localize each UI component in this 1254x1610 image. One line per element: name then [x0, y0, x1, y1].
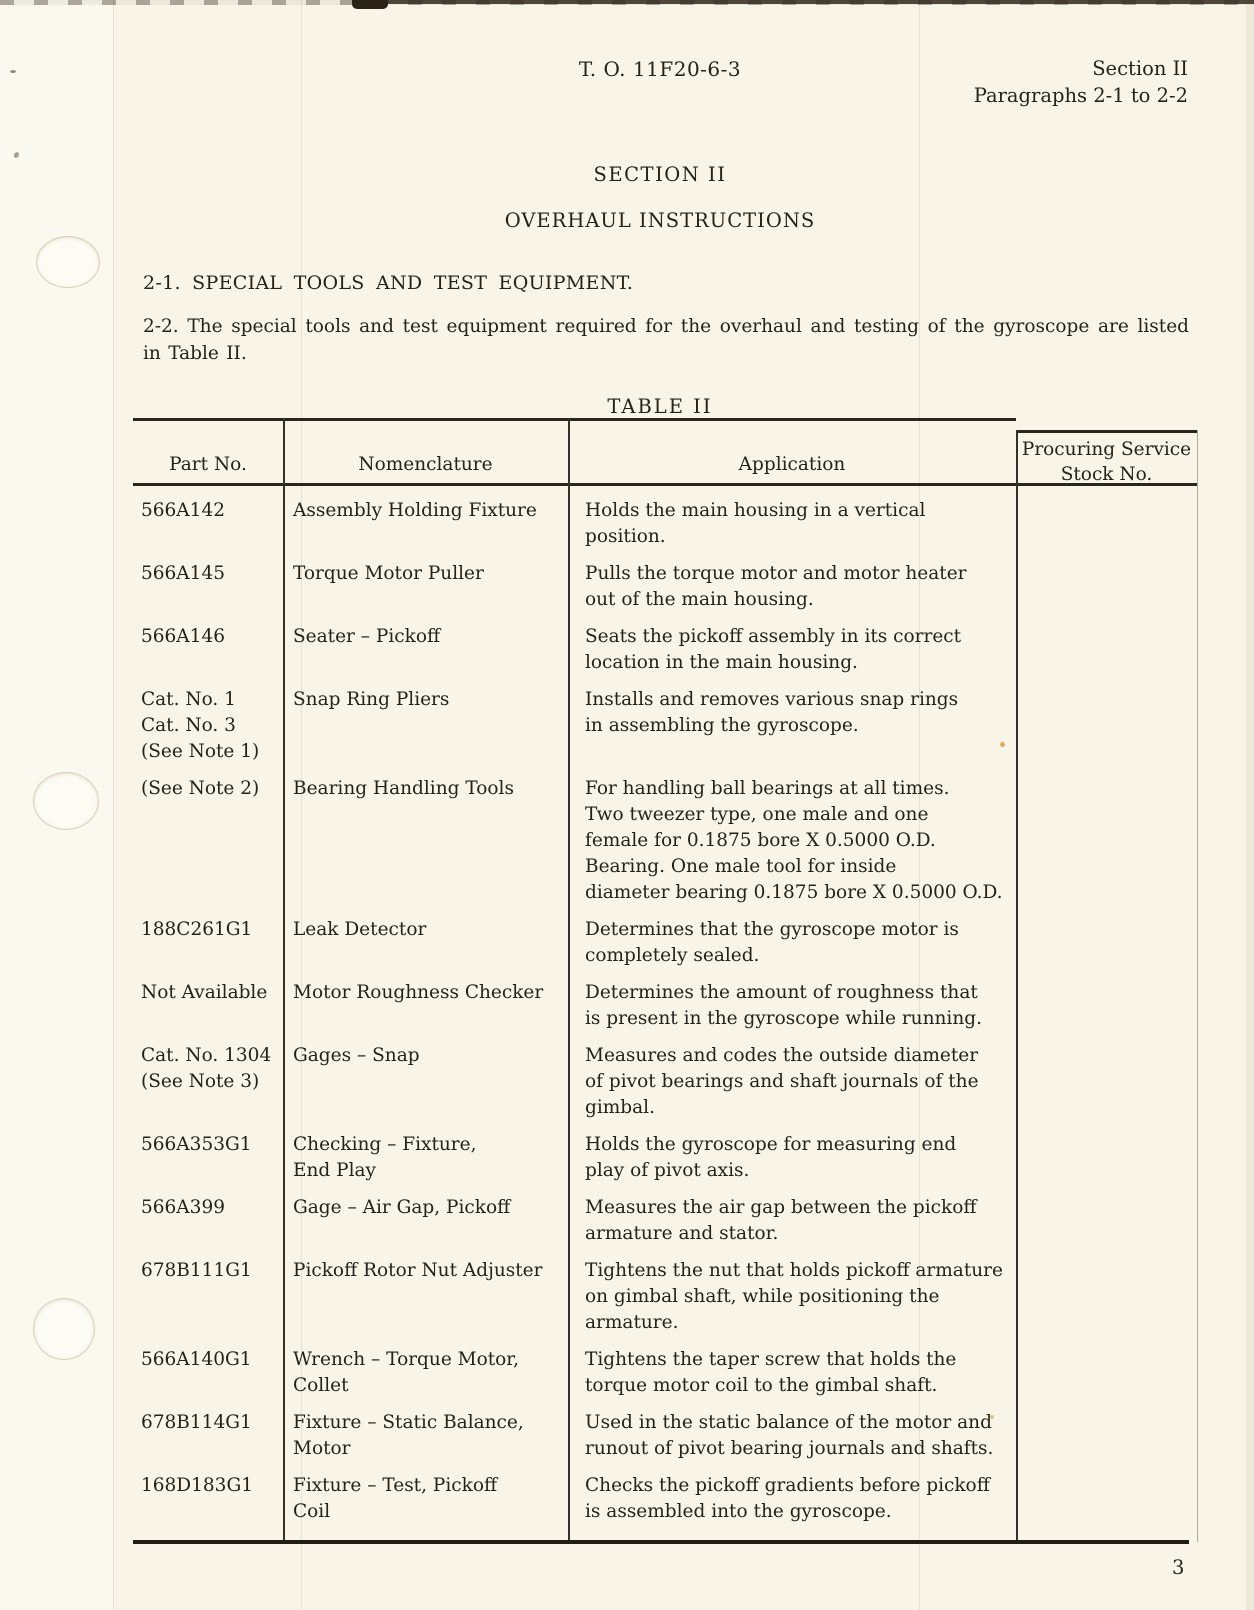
cell-part — [133, 1043, 283, 1121]
cell-line: Motor Roughness Checker — [293, 982, 544, 1003]
scan-speck — [10, 70, 16, 73]
punch-hole — [33, 1298, 95, 1360]
cell-nomen — [283, 1347, 568, 1399]
cell-part — [133, 776, 283, 906]
cell-line: Fixture – Static Balance, — [293, 1412, 524, 1433]
cell-nomen — [283, 980, 568, 1032]
cell-stock — [1016, 1043, 1197, 1121]
cell-app — [568, 1473, 1016, 1525]
cell-stock — [1016, 776, 1197, 906]
cell-line: location in the main housing. — [585, 652, 858, 673]
cell-line: 168D183G1 — [141, 1475, 254, 1496]
cell-line: Checking – Fixture, — [293, 1134, 477, 1155]
cell-nomen — [283, 917, 568, 969]
table-bottom-rule — [133, 1540, 1189, 1544]
scan-top-edge-artifact — [352, 0, 388, 9]
cell-nomen — [283, 1043, 568, 1121]
paper-right-edge — [1246, 0, 1254, 1610]
cell-app — [568, 1258, 1016, 1336]
cell-nomen — [283, 1410, 568, 1462]
cell-line: runout of pivot bearing journals and shafts. — [585, 1438, 994, 1459]
cell-line: Fixture – Test, Pickoff — [293, 1475, 498, 1496]
paragraph-2-1-heading: 2-1. SPECIAL TOOLS AND TEST EQUIPMENT. — [143, 272, 634, 294]
cell-line: completely sealed. — [585, 945, 760, 966]
cell-line: Coil — [293, 1501, 331, 1522]
table-row — [133, 980, 1197, 1032]
cell-line: female for 0.1875 bore X 0.5000 O.D. — [585, 830, 936, 851]
cell-line: (See Note 1) — [141, 741, 260, 762]
page-number: 3 — [1172, 1556, 1185, 1579]
cell-line: out of the main housing. — [585, 589, 814, 610]
table-row — [133, 776, 1197, 906]
table-top-rule-stock-col — [1016, 430, 1197, 433]
cell-app — [568, 1347, 1016, 1399]
cell-line: is present in the gyroscope while running. — [585, 1008, 982, 1029]
header-paragraphs-ref: Paragraphs 2-1 to 2-2 — [973, 84, 1188, 107]
cell-stock — [1016, 1410, 1197, 1462]
cell-stock — [1016, 624, 1197, 676]
table-row — [133, 498, 1197, 550]
cell-line: armature and stator. — [585, 1223, 779, 1244]
table-row — [133, 917, 1197, 969]
table-body — [133, 492, 1197, 1536]
cell-line: Holds the gyroscope for measuring end — [585, 1134, 957, 1155]
punch-hole — [36, 236, 100, 288]
table-row — [133, 1043, 1197, 1121]
cell-app — [568, 498, 1016, 550]
column-header-nomenclature: Nomenclature — [358, 454, 493, 475]
cell-app — [568, 624, 1016, 676]
table-row — [133, 1347, 1197, 1399]
cell-line: Torque Motor Puller — [293, 563, 484, 584]
cell-line: 566A142 — [141, 500, 225, 521]
cell-line: Cat. No. 1304 — [141, 1045, 272, 1066]
cell-app — [568, 1132, 1016, 1184]
cell-stock — [1016, 687, 1197, 765]
cell-line: position. — [585, 526, 666, 547]
cell-app — [568, 1195, 1016, 1247]
column-header-application: Application — [738, 454, 846, 475]
column-header-part-no: Part No. — [169, 454, 247, 475]
cell-line: diameter bearing 0.1875 bore X 0.5000 O.D. — [585, 882, 1003, 903]
cell-part — [133, 1132, 283, 1184]
header-section-ref: Section II — [1092, 57, 1188, 80]
cell-stock — [1016, 1347, 1197, 1399]
table-row — [133, 1132, 1197, 1184]
column-header-line: Procuring Service — [1021, 439, 1192, 460]
column-header-procuring-service-stock-no — [1016, 437, 1197, 487]
cell-line: Gages – Snap — [293, 1045, 420, 1066]
cell-part — [133, 1410, 283, 1462]
table-right-border — [1197, 430, 1198, 1542]
cell-line: is assembled into the gyroscope. — [585, 1501, 892, 1522]
cell-nomen — [283, 687, 568, 765]
cell-part — [133, 980, 283, 1032]
cell-nomen — [283, 776, 568, 906]
cell-line: armature. — [585, 1312, 679, 1333]
cell-part — [133, 498, 283, 550]
cell-line: End Play — [293, 1160, 376, 1181]
cell-line: Leak Detector — [293, 919, 427, 940]
cell-line: (See Note 2) — [141, 778, 260, 799]
cell-app — [568, 776, 1016, 906]
table-row — [133, 1195, 1197, 1247]
table-title: TABLE II — [607, 395, 713, 418]
cell-stock — [1016, 917, 1197, 969]
cell-line: Collet — [293, 1375, 349, 1396]
punch-hole — [33, 772, 99, 830]
cell-line: Used in the static balance of the motor and — [585, 1412, 992, 1433]
cell-line: Checks the pickoff gradients before pickoff — [585, 1475, 990, 1496]
table-row — [133, 1473, 1197, 1525]
table-row — [133, 1410, 1197, 1462]
cell-line: Measures the air gap between the pickoff — [585, 1197, 977, 1218]
table-top-rule — [133, 418, 1016, 421]
cell-app — [568, 1410, 1016, 1462]
cell-part — [133, 1347, 283, 1399]
cell-line: Holds the main housing in a vertical — [585, 500, 926, 521]
cell-part — [133, 1258, 283, 1336]
cell-stock — [1016, 561, 1197, 613]
cell-line: 678B111G1 — [141, 1260, 252, 1281]
cell-stock — [1016, 980, 1197, 1032]
column-header-line: Stock No. — [1060, 464, 1153, 485]
cell-line: Seats the pickoff assembly in its correct — [585, 626, 962, 647]
cell-line: 566A399 — [141, 1197, 225, 1218]
cell-line: Not Available — [141, 982, 268, 1003]
cell-line: Assembly Holding Fixture — [293, 500, 537, 521]
cell-line: Gage – Air Gap, Pickoff — [293, 1197, 511, 1218]
cell-line: Snap Ring Pliers — [293, 689, 450, 710]
cell-line: Pulls the torque motor and motor heater — [585, 563, 967, 584]
scan-top-edge-artifact — [360, 0, 1254, 4]
cell-line: Tightens the taper screw that holds the — [585, 1349, 957, 1370]
cell-line: Pickoff Rotor Nut Adjuster — [293, 1260, 543, 1281]
cell-nomen — [283, 1195, 568, 1247]
cell-app — [568, 687, 1016, 765]
cell-line: Determines that the gyroscope motor is — [585, 919, 959, 940]
cell-line: on gimbal shaft, while positioning the — [585, 1286, 940, 1307]
cell-app — [568, 980, 1016, 1032]
paragraph-2-2-text: 2-2. The special tools and test equipment required for the overhaul and testing of the gyroscope are listed in Table II. — [143, 316, 1189, 364]
cell-stock — [1016, 1195, 1197, 1247]
cell-line: in assembling the gyroscope. — [585, 715, 859, 736]
cell-line: Two tweezer type, one male and one — [585, 804, 929, 825]
cell-part — [133, 917, 283, 969]
cell-nomen — [283, 561, 568, 613]
cell-part — [133, 1195, 283, 1247]
cell-stock — [1016, 498, 1197, 550]
cell-part — [133, 624, 283, 676]
cell-nomen — [283, 1258, 568, 1336]
cell-part — [133, 687, 283, 765]
cell-line: play of pivot axis. — [585, 1160, 750, 1181]
cell-line: Measures and codes the outside diameter — [585, 1045, 979, 1066]
technical-order-number: T. O. 11F20-6-3 — [578, 57, 742, 81]
cell-part — [133, 1473, 283, 1525]
cell-line: 566A353G1 — [141, 1134, 252, 1155]
cell-line: torque motor coil to the gimbal shaft. — [585, 1375, 938, 1396]
cell-app — [568, 1043, 1016, 1121]
cell-line: Cat. No. 1 — [141, 689, 236, 710]
cell-nomen — [283, 1473, 568, 1525]
cell-stock — [1016, 1258, 1197, 1336]
section-subtitle: OVERHAUL INSTRUCTIONS — [504, 209, 816, 232]
cell-line: Determines the amount of roughness that — [585, 982, 978, 1003]
cell-line: 188C261G1 — [141, 919, 253, 940]
cell-line: Cat. No. 3 — [141, 715, 236, 736]
scan-streak — [113, 0, 114, 1610]
cell-line: Motor — [293, 1438, 351, 1459]
cell-line: (See Note 3) — [141, 1071, 260, 1092]
table-row — [133, 687, 1197, 765]
table-row — [133, 1258, 1197, 1336]
cell-line: Tightens the nut that holds pickoff armature — [585, 1260, 1003, 1281]
cell-app — [568, 917, 1016, 969]
cell-nomen — [283, 624, 568, 676]
cell-nomen — [283, 1132, 568, 1184]
table-row — [133, 624, 1197, 676]
cell-line: of pivot bearings and shaft journals of the — [585, 1071, 979, 1092]
cell-line: Wrench – Torque Motor, — [293, 1349, 519, 1370]
cell-line: 566A140G1 — [141, 1349, 252, 1370]
cell-line: 566A146 — [141, 626, 225, 647]
cell-line: Bearing Handling Tools — [293, 778, 514, 799]
cell-line: gimbal. — [585, 1097, 655, 1118]
cell-app — [568, 561, 1016, 613]
table-row — [133, 561, 1197, 613]
cell-line: For handling ball bearings at all times. — [585, 778, 950, 799]
section-title: SECTION II — [593, 163, 727, 186]
cell-part — [133, 561, 283, 613]
cell-stock — [1016, 1473, 1197, 1525]
cell-line: 566A145 — [141, 563, 225, 584]
cell-line: 678B114G1 — [141, 1412, 252, 1433]
cell-line: Bearing. One male tool for inside — [585, 856, 897, 877]
cell-nomen — [283, 498, 568, 550]
cell-line: Seater – Pickoff — [293, 626, 441, 647]
cell-stock — [1016, 1132, 1197, 1184]
cell-line: Installs and removes various snap rings — [585, 689, 959, 710]
